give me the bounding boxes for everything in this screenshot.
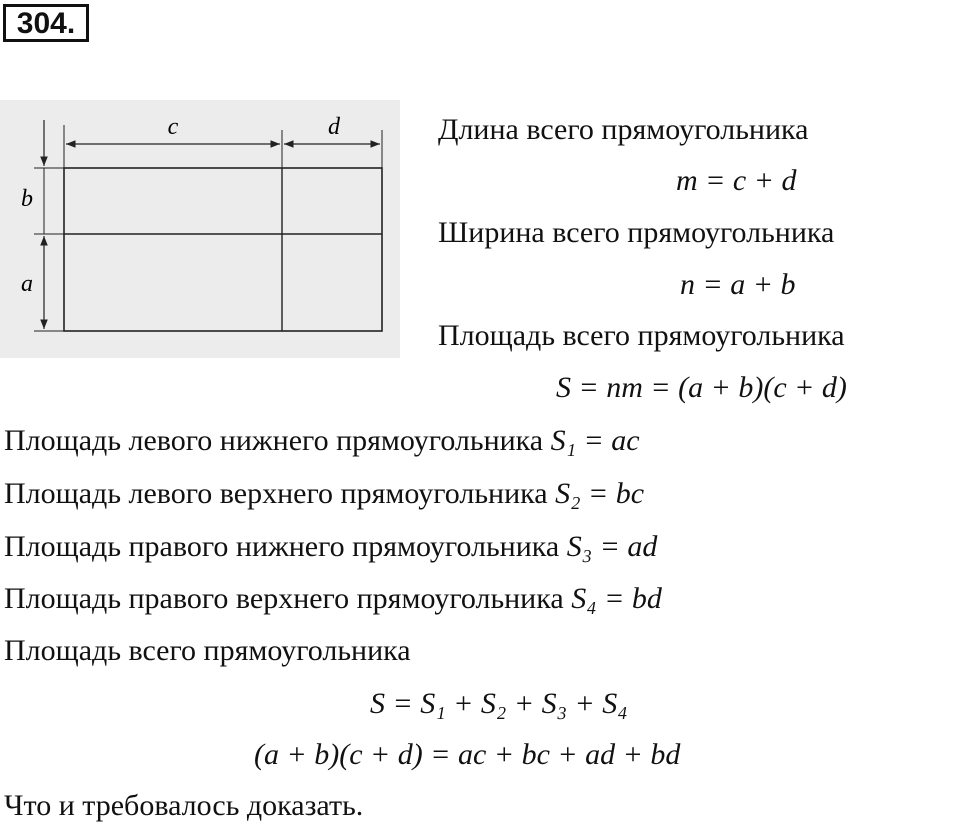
s2-row: [4, 476, 644, 512]
problem-number: 304.: [3, 4, 89, 42]
s3-row: [4, 529, 657, 565]
s1-formula: S₁ = ac: [550, 424, 640, 457]
s1-row: [4, 423, 640, 459]
label-c: c: [167, 114, 179, 140]
area-title: Площадь всего прямоугольника: [438, 319, 845, 352]
s4-formula: S₄ = bd: [571, 582, 662, 615]
s4-row: [4, 581, 662, 617]
label-b: b: [21, 186, 33, 212]
total-title: Площадь всего прямоугольника: [4, 634, 411, 667]
length-title: Длина всего прямоугольника: [438, 113, 809, 146]
label-a: a: [21, 271, 33, 297]
s3-text: Площадь правого нижнего прямоугольника: [4, 530, 560, 563]
s2-text: Площадь левого верхнего прямоугольника: [4, 477, 548, 510]
length-formula: m = c + d: [676, 164, 797, 197]
expanded-formula: (a + b)(c + d) = ac + bc + ad + bd: [254, 738, 681, 771]
s2-formula: S₂ = bc: [555, 477, 645, 510]
figure-background: [0, 100, 400, 358]
rectangle-figure: [0, 100, 410, 360]
label-d: d: [328, 114, 340, 140]
s1-text: Площадь левого нижнего прямоугольника: [4, 424, 544, 457]
width-formula: n = a + b: [680, 268, 796, 301]
conclusion: Что и требовалось доказать.: [4, 789, 364, 822]
width-title: Ширина всего прямоугольника: [438, 216, 835, 249]
s3-formula: S₃ = ad: [566, 530, 658, 563]
s4-text: Площадь правого верхнего прямоугольника: [4, 582, 564, 615]
area-formula: S = nm = (a + b)(c + d): [556, 371, 847, 404]
sum-formula: S = S₁ + S₂ + S₃ + S₄: [370, 687, 628, 720]
